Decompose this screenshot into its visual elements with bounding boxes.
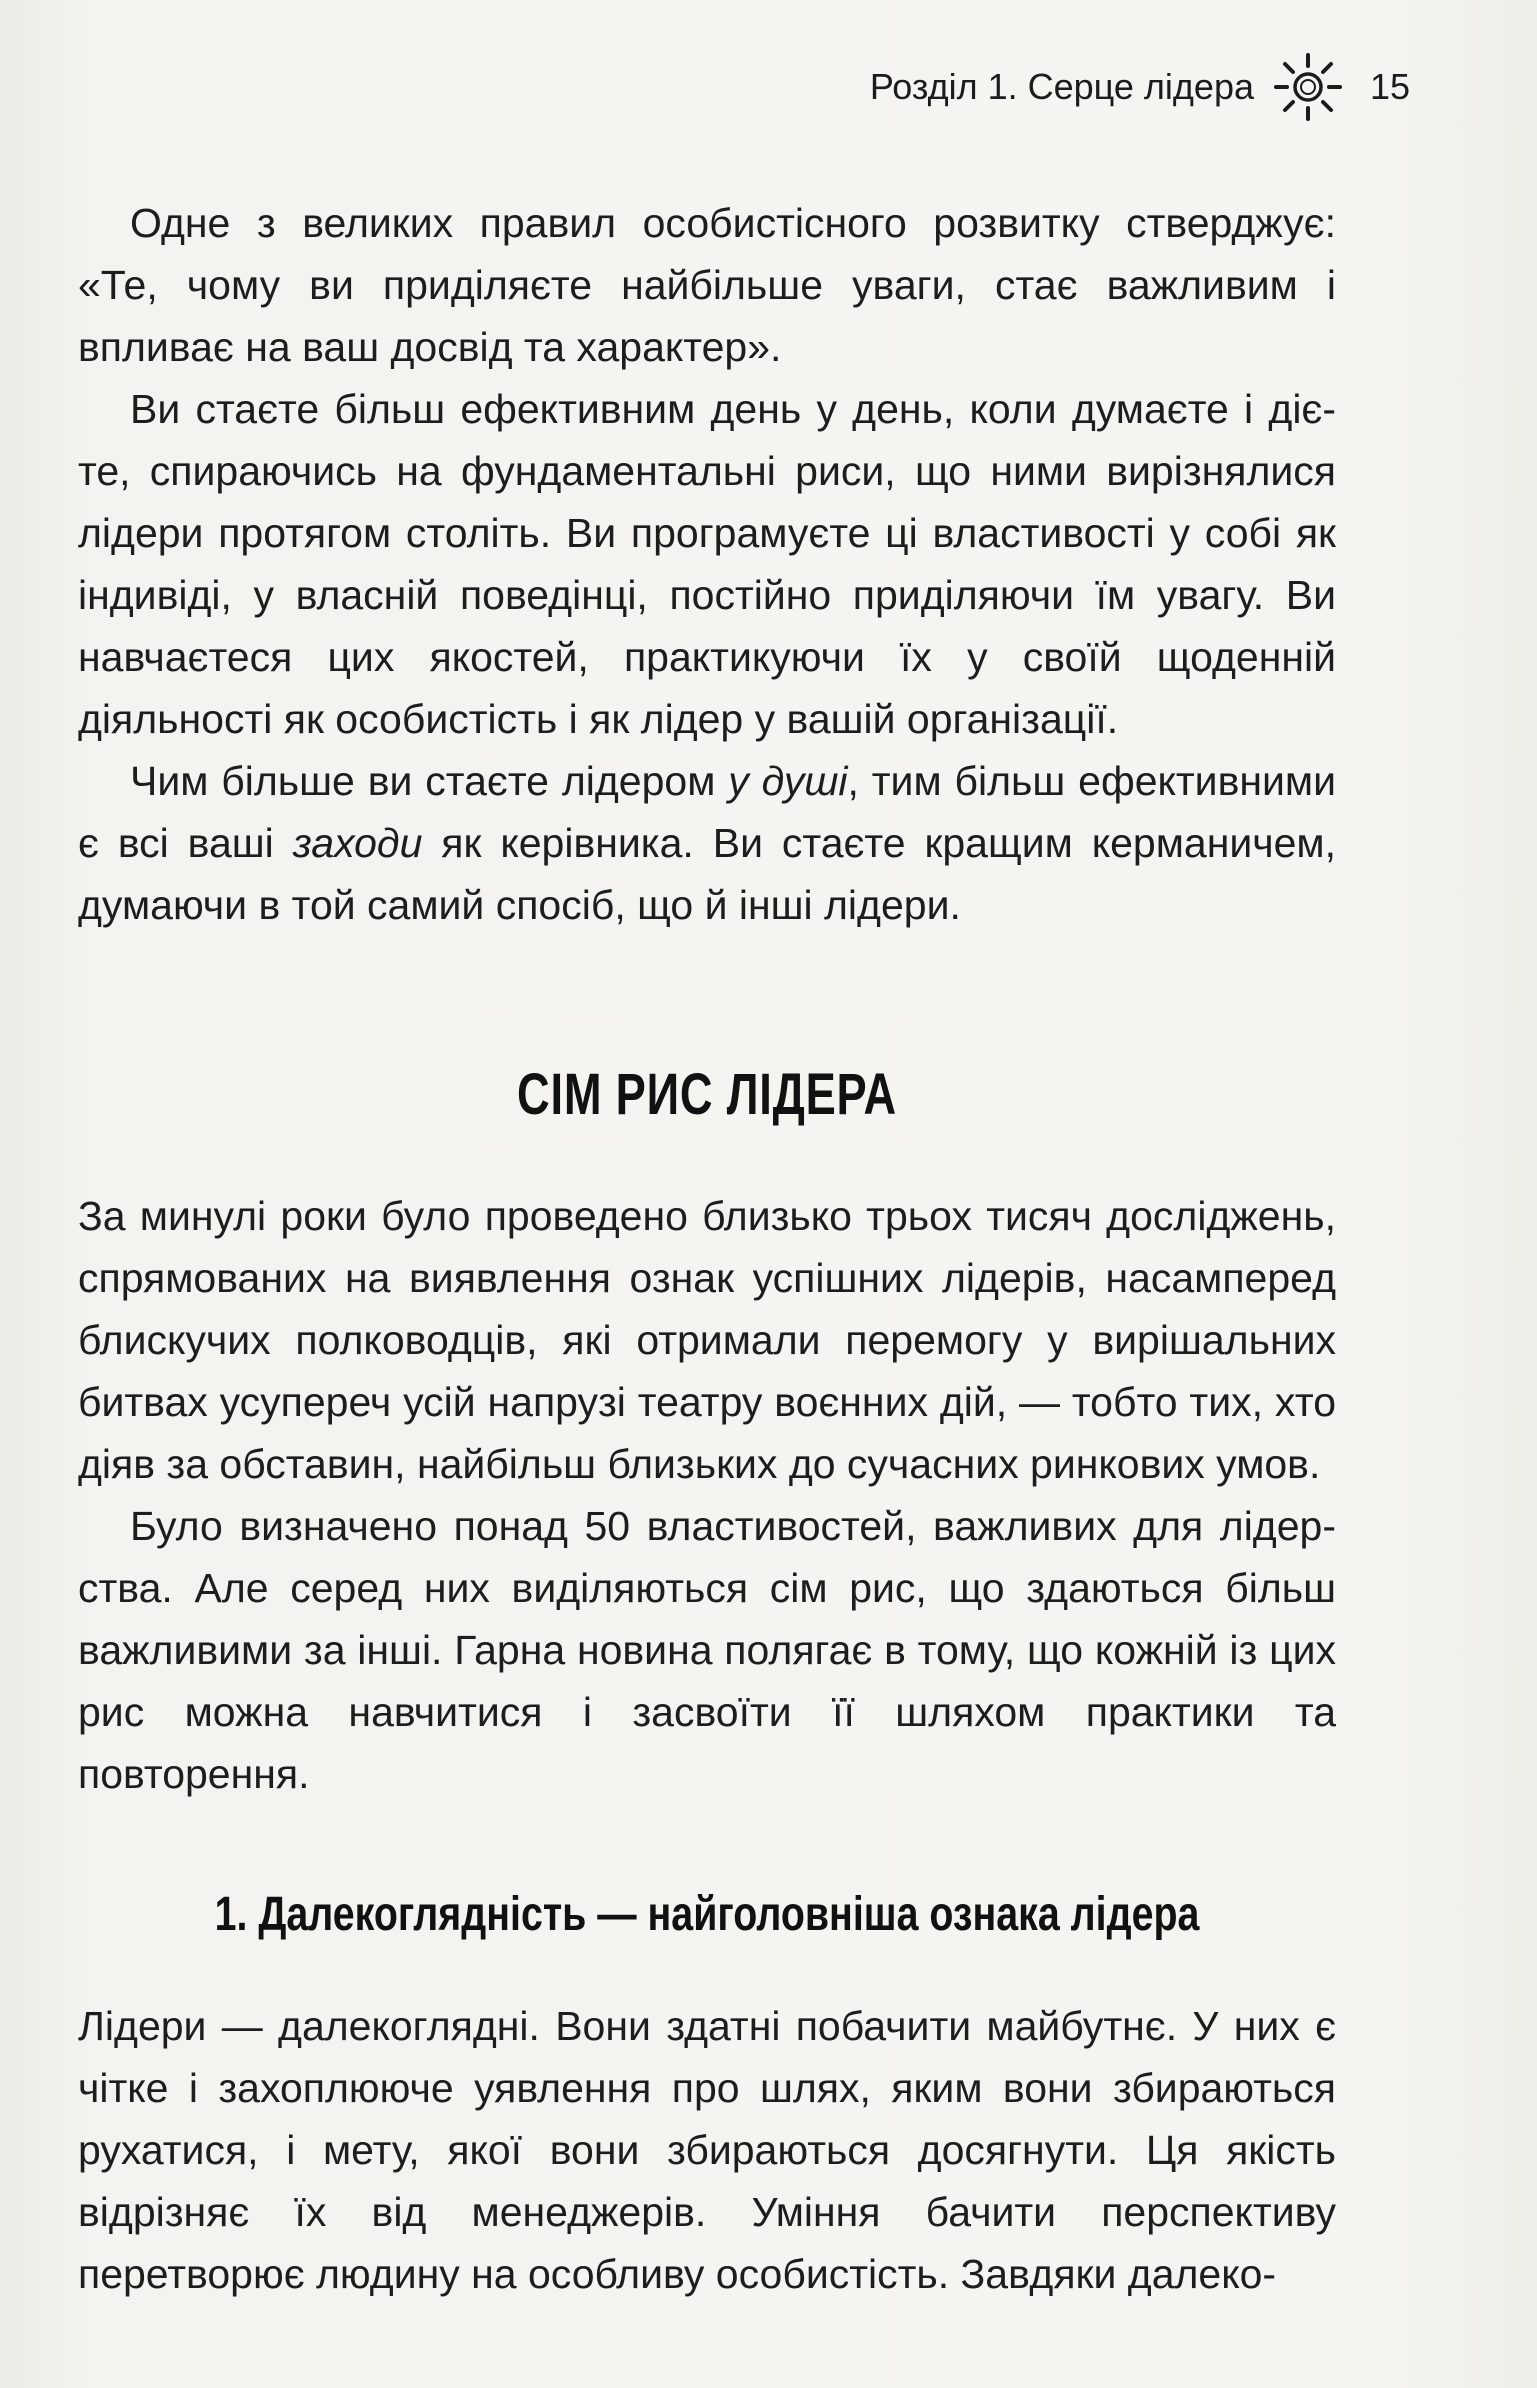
subsection-text <box>78 1995 1336 2305</box>
sun-icon <box>1272 51 1344 123</box>
emphasis: у душі <box>728 758 848 804</box>
section-text <box>78 1185 1336 1805</box>
paragraph: Ви стаєте більш ефективним день у день, коли думаєте і дієте, спираючись на фундаментальні риси, що ними вирізнялися лідери протягом століть. Ви програмуєте ці властивості у собі як індивіді, у власній поведінці, постійно приділяючи їм увагу. Ви навчаєтеся цих якостей, практикуючи їх у своїй щоденній діяльності як особистість і як лідер у вашій організації. <box>78 386 1336 742</box>
paragraph: Одне з великих правил особистісного розвитку стверджує: «Те, чому ви приділяєте найбільше уваги, стає важливим і впливає на ваш досвід та характер». <box>78 200 1336 370</box>
paragraph <box>78 750 1336 936</box>
running-head <box>780 52 1410 122</box>
subsection-heading: 1. Далекоглядність — найголовніша ознака лідера <box>214 1888 1200 1941</box>
section-heading: СІМ РИС ЛІДЕРА <box>517 1062 897 1127</box>
chapter-title: Розділ 1. Серце лідера <box>869 66 1254 107</box>
paragraph: Було визначено понад 50 властивостей, важливих для лідерства. Але серед них виділяються сім рис, що здаються більш важливими за інші. Гарна новина полягає в тому, що кожній із цих рис можна навчитися і засвоїти її шляхом практики та повторення. <box>78 1503 1336 1797</box>
text-run: Чим більше ви стаєте лідером <box>130 758 729 804</box>
paragraph: За минулі роки було проведено близько трьох тисяч досліджень, спрямованих на виявлення ознак успішних лідерів, насамперед блискучих полководців, які отримали перемогу у вирішальних битвах усупереч усій напрузі театру воєнних дій, — тобто тих, хто діяв за обставин, найбільш близьких до сучасних ринкових умов. <box>78 1193 1336 1487</box>
intro-text <box>78 192 1336 936</box>
page-number: 15 <box>1369 66 1410 107</box>
text-run: як керівника. Ви стаєте кращим керманичем, думаючи в той самий спосіб, що й інші лідери. <box>78 820 1336 928</box>
emphasis: заходи <box>292 820 423 866</box>
text-run: , тим більш ефективними є всі ваші <box>78 758 1336 866</box>
paragraph: Лідери — далекоглядні. Вони здатні побачити майбутнє. У них є чітке і захоплююче уявлення про шлях, яким вони збираються рухатися, і мету, якої вони збираються досягнути. Ця якість відрізняє їх від менеджерів. Уміння бачити перспективу перетворює людину на особливу особистість. Завдяки далеко- <box>78 2003 1336 2297</box>
